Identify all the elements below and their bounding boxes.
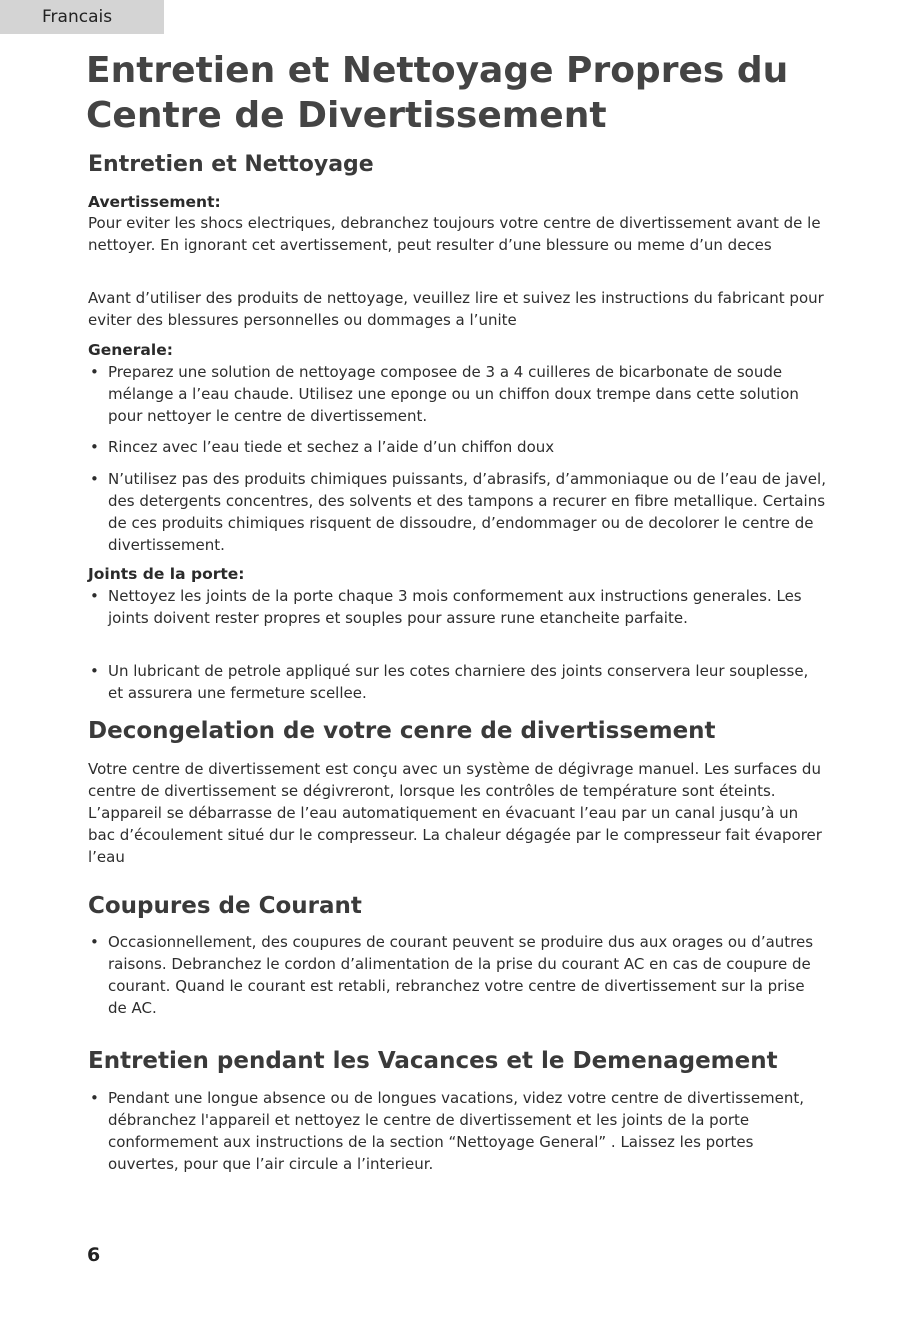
door-joints-label: Joints de la porte: [88,565,245,583]
bullet-icon: • [90,933,99,951]
list-item-text: Preparez une solution de nettoyage composee de 3 a 4 cuilleres de bicarbonate de soude mélange a l’eau chaude. Utilisez une eponge ou un chiffon doux trempe dans cette solution pour nettoyer le centre de divertissement. [108,363,799,425]
section-heading-power-outage: Coupures de Courant [88,893,362,919]
section-heading-maintenance: Entretien et Nettoyage [88,152,374,177]
list-item [88,660,828,704]
warning-label: Avertissement: [88,193,221,211]
bullet-icon: • [90,1089,99,1107]
list-item [88,585,828,629]
list-item [88,468,828,556]
list-item [88,436,828,458]
list-item-text: Nettoyez les joints de la porte chaque 3 mois conformement aux instructions generales. Les joints doivent rester propres et souples pour assure rune etancheite parfaite. [108,587,802,627]
language-tab: Francais [0,0,164,34]
bullet-icon: • [90,662,99,680]
section-heading-defrost: Decongelation de votre cenre de divertissement [88,718,716,744]
bullet-icon: • [90,363,99,381]
list-item-text: Occasionnellement, des coupures de courant peuvent se produire dus aux orages ou d’autres raisons. Debranchez le cordon d’alimentation de la prise du courant AC en cas de coupure de courant. Quand le courant est retabli, rebranchez votre centre de divertissement sur la prise de AC. [108,933,814,1017]
list-item-text: Un lubricant de petrole appliqué sur les cotes charniere des joints conservera leur souplesse, et assurera une fermeture scellee. [108,662,809,702]
list-item-text: Rincez avec l’eau tiede et sechez a l’aide d’un chiffon doux [108,438,555,456]
bullet-icon: • [90,438,99,456]
bullet-icon: • [90,587,99,605]
defrost-text: Votre centre de divertissement est conçu avec un système de dégivrage manuel. Les surfaces du centre de divertissement se dégivreront, lorsque les contrôles de température sont éteints. L’appareil se débarrasse de l’eau automatiquement en évacuant l’eau par un canal jusqu’à un bac d’écoulement situé dur le compresseur. La chaleur dégagée par le compresseur fait évaporer l’eau [88,760,822,866]
warning-text: Pour eviter les shocs electriques, debranchez toujours votre centre de divertissement avant de le nettoyer. En ignorant cet avertissement, peut resulter d’une blessure ou meme d’un deces [88,214,821,254]
list-item [88,361,828,427]
page-number: 6 [87,1244,101,1266]
page-title: Entretien et Nettoyage Propres du Centre de Divertissement [86,50,789,136]
list-item [88,1087,828,1175]
before-cleaning-text: Avant d’utiliser des produits de nettoyage, veuillez lire et suivez les instructions du fabricant pour eviter des blessures personnelles ou dommages a l’unite [88,289,824,329]
list-item-text: Pendant une longue absence ou de longues vacations, videz votre centre de divertissement, débranchez l'appareil et nettoyez le centre de divertissement et les joints de la porte conformement aux instructions de la section “Nettoyage General” . Laissez les portes ouvertes, pour que l’air circule a l’interieur. [108,1089,805,1173]
list-item-text: N’utilisez pas des produits chimiques puissants, d’abrasifs, d’ammoniaque ou de l’eau de javel, des detergents concentres, des solvents et des tampons a recurer en fibre metallique. Certains de ces produits chimiques risquent de dissoudre, d’endommager ou de decolorer le centre de divertissement. [108,470,826,554]
list-item [88,931,828,1019]
general-label: Generale: [88,341,173,359]
bullet-icon: • [90,470,99,488]
section-heading-vacation: Entretien pendant les Vacances et le Demenagement [88,1048,778,1074]
